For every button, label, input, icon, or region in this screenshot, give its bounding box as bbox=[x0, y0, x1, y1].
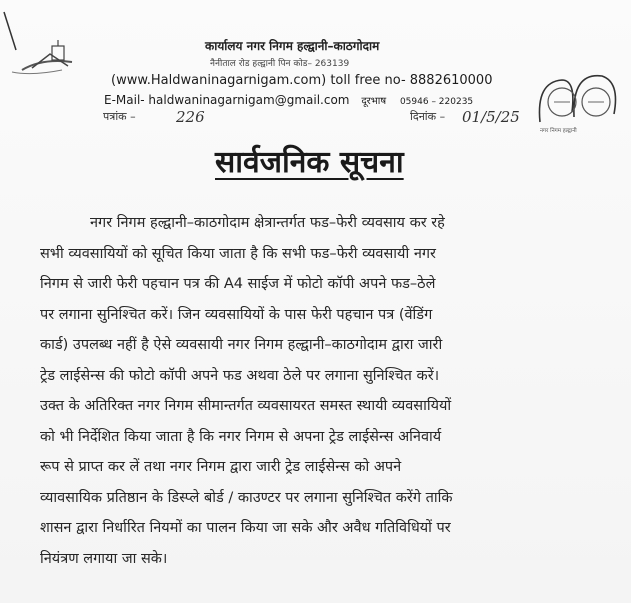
body-line: ट्रेड लाईसेन्स की फोटो कॉपी अपने फड अथवा ठेले पर लगाना सुनिश्चित करें। bbox=[40, 367, 440, 384]
body-line: सभी व्यवसायियों को सूचित किया जाता है कि सभी फड–फेरी व्यवसायी नगर bbox=[40, 245, 436, 262]
body-line: निगम से जारी फेरी पहचान पत्र की A4 साईज में फोटो कॉपी अपने फड–ठेले bbox=[40, 276, 436, 292]
date-label: दिनांक – bbox=[410, 110, 446, 123]
patrank-value: 226 bbox=[176, 108, 205, 126]
website-tollfree-line: (www.Haldwaninagarnigam.com) toll free no- 8882610000 bbox=[111, 73, 493, 88]
body-line: को भी निर्देशित किया जाता है कि नगर निगम से अपना ट्रेड लाईसेन्स अनिवार्य bbox=[40, 428, 442, 445]
body-line: नियंत्रण लगाया जा सके। bbox=[40, 550, 168, 567]
office-address: नैनीताल रोड हल्द्वानी पिन कोड– 263139 bbox=[210, 59, 350, 69]
date-value: 01/5/25 bbox=[462, 108, 520, 126]
office-name: कार्यालय नगर निगम हल्द्वानी–काठगोदाम bbox=[205, 39, 380, 53]
notice-title: सार्वजनिक सूचना bbox=[215, 145, 404, 180]
body-line: उक्त के अतिरिक्त नगर निगम सीमान्तर्गत व्यवसायरत समस्त स्थायी व्यवसायियों bbox=[40, 398, 452, 414]
seal-caption: नगर निगम हल्द्वानी bbox=[540, 128, 577, 134]
body-line: शासन द्वारा निर्धारित नियमों का पालन किया जा सके और अवैध गतिविधियों पर bbox=[40, 520, 451, 536]
municipal-logo-icon bbox=[2, 10, 82, 80]
patrank-label: पत्रांक – bbox=[103, 110, 136, 123]
body-line: व्यावसायिक प्रतिष्ठान के डिस्प्ले बोर्ड / काउण्टर पर लगाना सुनिश्चित करेंगे ताकि bbox=[40, 489, 453, 506]
phone-label: दूरभाष bbox=[361, 96, 387, 107]
body-line: नगर निगम हल्द्वानी–काठगोदाम क्षेत्रान्तर्गत फड–फेरी व्यवसाय कर रहे bbox=[90, 215, 445, 231]
body-line: रूप से प्राप्त कर लें तथा नगर निगम द्वारा जारी ट्रेड लाईसेन्स को अपने bbox=[40, 459, 402, 475]
notice-body bbox=[40, 208, 585, 574]
email-text: E-Mail- haldwaninagarnigam@gmail.com bbox=[104, 93, 350, 107]
email-phone-line bbox=[104, 93, 473, 107]
body-line: पर लगाना सुनिश्चित करें। जिन व्यवसायियों के पास फेरी पहचान पत्र (वेंडिंग bbox=[40, 306, 433, 323]
phone-value: 05946 – 220235 bbox=[399, 97, 474, 107]
body-line: कार्ड) उपलब्ध नहीं है ऐसे व्यवसायी नगर निगम हल्द्वानी–काठगोदाम द्वारा जारी bbox=[40, 337, 443, 353]
